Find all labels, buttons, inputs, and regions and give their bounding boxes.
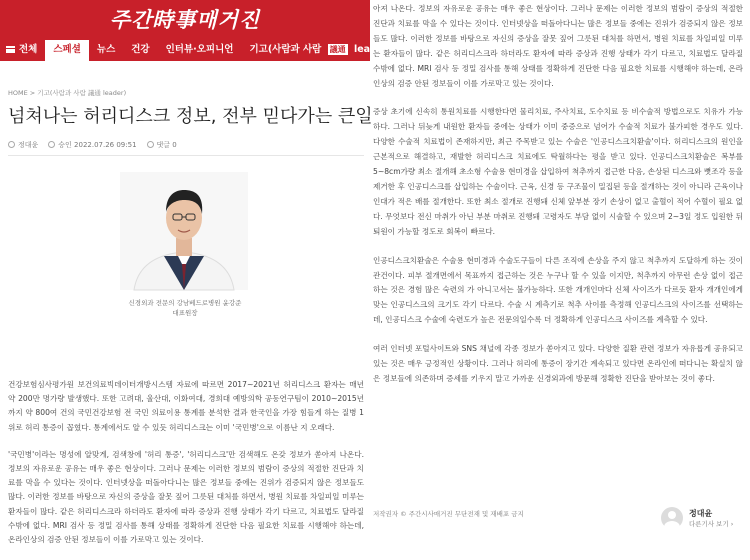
photo-caption: [110, 298, 260, 318]
nav-news[interactable]: 뉴스: [96, 44, 116, 55]
comment-icon: [147, 141, 154, 148]
photo-caption-line2: 대표원장: [172, 309, 198, 317]
article-body-left: [8, 378, 364, 560]
site-logo-text: 주간時事매거진: [109, 8, 261, 32]
doctor-photo: [120, 172, 248, 290]
nav-special[interactable]: 스페셜: [45, 38, 89, 61]
meta-comments-text: 댓글 0: [156, 141, 177, 149]
nav-interview-opinion[interactable]: 인터뷰·오피니언: [165, 44, 234, 55]
nav-all-label: 전체: [19, 44, 38, 55]
article-title: 넘쳐나는 허리디스크 정보, 전부 믿다가는 큰일: [8, 106, 373, 127]
right-column: [373, 0, 750, 558]
author-box[interactable]: [661, 507, 733, 529]
author-other-articles-link[interactable]: 다른기사 보기 ›: [689, 520, 734, 528]
clock-icon: [48, 141, 55, 148]
nav-contribution-post: leader: [353, 44, 389, 55]
nav-health[interactable]: 건강: [131, 44, 150, 55]
meta-approved-text: 승인 2022.07.26 09:51: [58, 141, 137, 149]
meta-approved: [48, 140, 136, 150]
breadcrumb[interactable]: HOME > 기고(사람과 사람 議通 leader): [8, 89, 127, 97]
title-divider: [8, 155, 364, 156]
body-paragraph: 건강보험심사평가원 보건의료빅데이터개방시스템 자료에 따르면 2017~2021년 허리디스크 환자는 매년 약 200만 명가량 발생했다. 또한 고려대, 울산대, 이화여대, 경희대 예방의학 공동연구팀이 2010~2015년까지 약 800여 건의 국민건강보험 전 국민 의료이용 통계를 분석한 결과 한국인을 가장 힘들게 하는 질병 1위로 허리 통증이 꼽혔다. 통계에서도 알 수 있듯 허리디스크는 이미 '국민병'으로 이름난 지 오래다.: [8, 380, 364, 432]
main-nav: [0, 38, 389, 61]
meta-author[interactable]: [8, 140, 38, 150]
author-box-text: [689, 508, 733, 528]
article-meta: [8, 140, 177, 150]
menu-icon: [6, 46, 15, 53]
body-paragraph: 아져 나온다. 정보의 자유로운 공유는 매우 좋은 현상이다. 그러나 문제는 이러한 정보의 범람이 증상의 적절한 진단과 치료를 막을 수 있다는 것이다. 인터넷상을 떠돌아다니는 많은 정보들 중에는 진위가 검증되지 않은 정보들도 많다. 이러한 정보를 바탕으로 자신의 증상을 잘못 짚어 그릇된 대처를 하면서, 병원 치료를 차일피일 미루는 환자들이 많다. 같은 허리디스크라 하더라도 환자에 따라 증상과 진행 상태가 각기 다르고, 치료법도 달라질 수밖에 없다. MRI 검사 등 정밀 검사를 통해 상태를 정확하게 진단한 다음 필요한 치료를 시행해야 하는데, 온라인상의 검증 안된 정보들이 이를 가로막고 있는 것이다.: [373, 4, 743, 88]
nav-all[interactable]: [0, 38, 45, 61]
body-paragraph: 여러 인터넷 포털사이트와 SNS 채널에 각종 정보가 쏟아지고 있다. 다양한 질환 관련 정보가 자유롭게 공유되고 있는 것은 매우 긍정적인 상황이다. 그러나 허리에 통증이 장기간 계속되고 있다면 온라인에 떠다니는 확실치 않은 정보들에 의존하며 증세를 키우지 말고 가까운 신경외과에 방문해 정확한 진단을 받아보는 것이 좋다.: [373, 344, 743, 383]
body-paragraph: 인공디스크치환술은 수술용 현미경과 수술도구들이 다른 조직에 손상을 주지 않고 척추까지 도달하게 하는 것이 관건이다. 피부 절개면에서 목표까지 접근하는 것은 누구나 할 수 있을 이지만, 척추까지 아무런 손상 없이 접근하는 것은 경험 많은 숙련의 가 아니고서는 불가능하다. 또한 개개인마다 신체 사이즈가 다르듯 환자 개개인에게 맞는 인공디스크의 크기도 각기 다르다. 수술 시 계측기로 척추 사이를 측정해 인공디스크의 사이즈를 선택하는데, 인공디스크 수술에 숙련도가 높은 전문의일수록 더 정확하게 인공디스크 사이즈를 계측할 수 있다.: [373, 255, 743, 325]
nav-contribution-badge: 議通: [329, 45, 346, 54]
doctor-photo-illustration: [120, 172, 248, 290]
avatar-icon: [661, 507, 683, 529]
site-logo[interactable]: [0, 0, 370, 38]
author-icon: [8, 141, 15, 148]
author-box-name: 정대윤: [689, 509, 713, 518]
meta-comments[interactable]: [147, 140, 177, 150]
photo-caption-line1: 신경외과 전문의 강남베드로병원 윤강준: [128, 299, 242, 307]
article-body-right: [373, 2, 743, 401]
nav-contribution-pre: 기고(사람과 사람: [249, 44, 322, 55]
meta-author-name: 정대윤: [18, 141, 39, 149]
copyright-notice: 저작권자 © 주간시사매거진 무단전재 및 재배포 금지: [373, 510, 524, 518]
body-paragraph: 증상 초기에 신속히 통원치료를 시행한다면 물리치료, 주사치료, 도수치료 등 비수술적 방법으로도 치유가 가능하다. 그러나 뒤늦게 내원한 환자들 중에는 상태가 이미 중증으로 넘어가 수술적 치료가 불가피한 경우도 있다. 다양한 수술적 치료법이 존재하지만, 최근 주목받고 있는 수술은 '인공디스크치환술'이다. 허리디스크의 원인을 근본적으로 해결하고, 재발한 허리디스크 치료에도 탁월하다는 평을 받고 있다. 인공디스크치환술은 복부를 5~8cm가량 최소 절개해 초소형 수술용 현미경을 삽입하여 척추까지 접근한 다음, 손상된 디스크와 뼛조각 등을 제거한 후 인공디스크를 삽입하는 수술이다. 근육, 신경 등 구조물이 밀집된 등을 절개하는 것이 아니라 근육이나 인대가 적은 배를 절개한다. 또한 최소 절개로 진행돼 신체 앞부분 장기 손상이 없고 출혈이 적어 수혈이 필요 없다. 무엇보다 전신 마취가 아닌 부분 마취로 진행돼 고령자도 부담 없이 시술할 수 있으며 2~3일 정도 입원한 뒤 퇴원이 가능할 정도로 회복이 빠르다.: [373, 107, 743, 236]
body-paragraph: '국민병'이라는 명성에 알맞게, 검색창에 '허리 통증', '허리디스크'만 검색해도 온갖 정보가 쏟아져 나온다. 정보의 자유로운 공유는 매우 좋은 현상이다. 그러나 문제는 이러한 정보의 범람이 증상의 적절한 진단과 치료를 막을 수 있다는 것이다. 인터넷상을 떠돌아다니는 많은 정보들 중에는 진위가 검증되지 않은 정보들도 많다. 이러한 정보를 바탕으로 자신의 증상을 잘못 짚어 그릇된 대처를 하면서, 병원 치료를 차일피일 미루는 환자들이 많다. 같은 허리디스크라 하더라도 환자에 따라 증상과 진행 상태가 각기 다르고, 치료법도 달라질 수밖에 없다. MRI 검사 등 정밀 검사를 통해 상태를 정확하게 진단한 다음 필요한 치료를 시행해야 하는데, 온라인상의 검증 안된 정보들이 이를 가로막고 있는 것이다.: [8, 449, 364, 545]
